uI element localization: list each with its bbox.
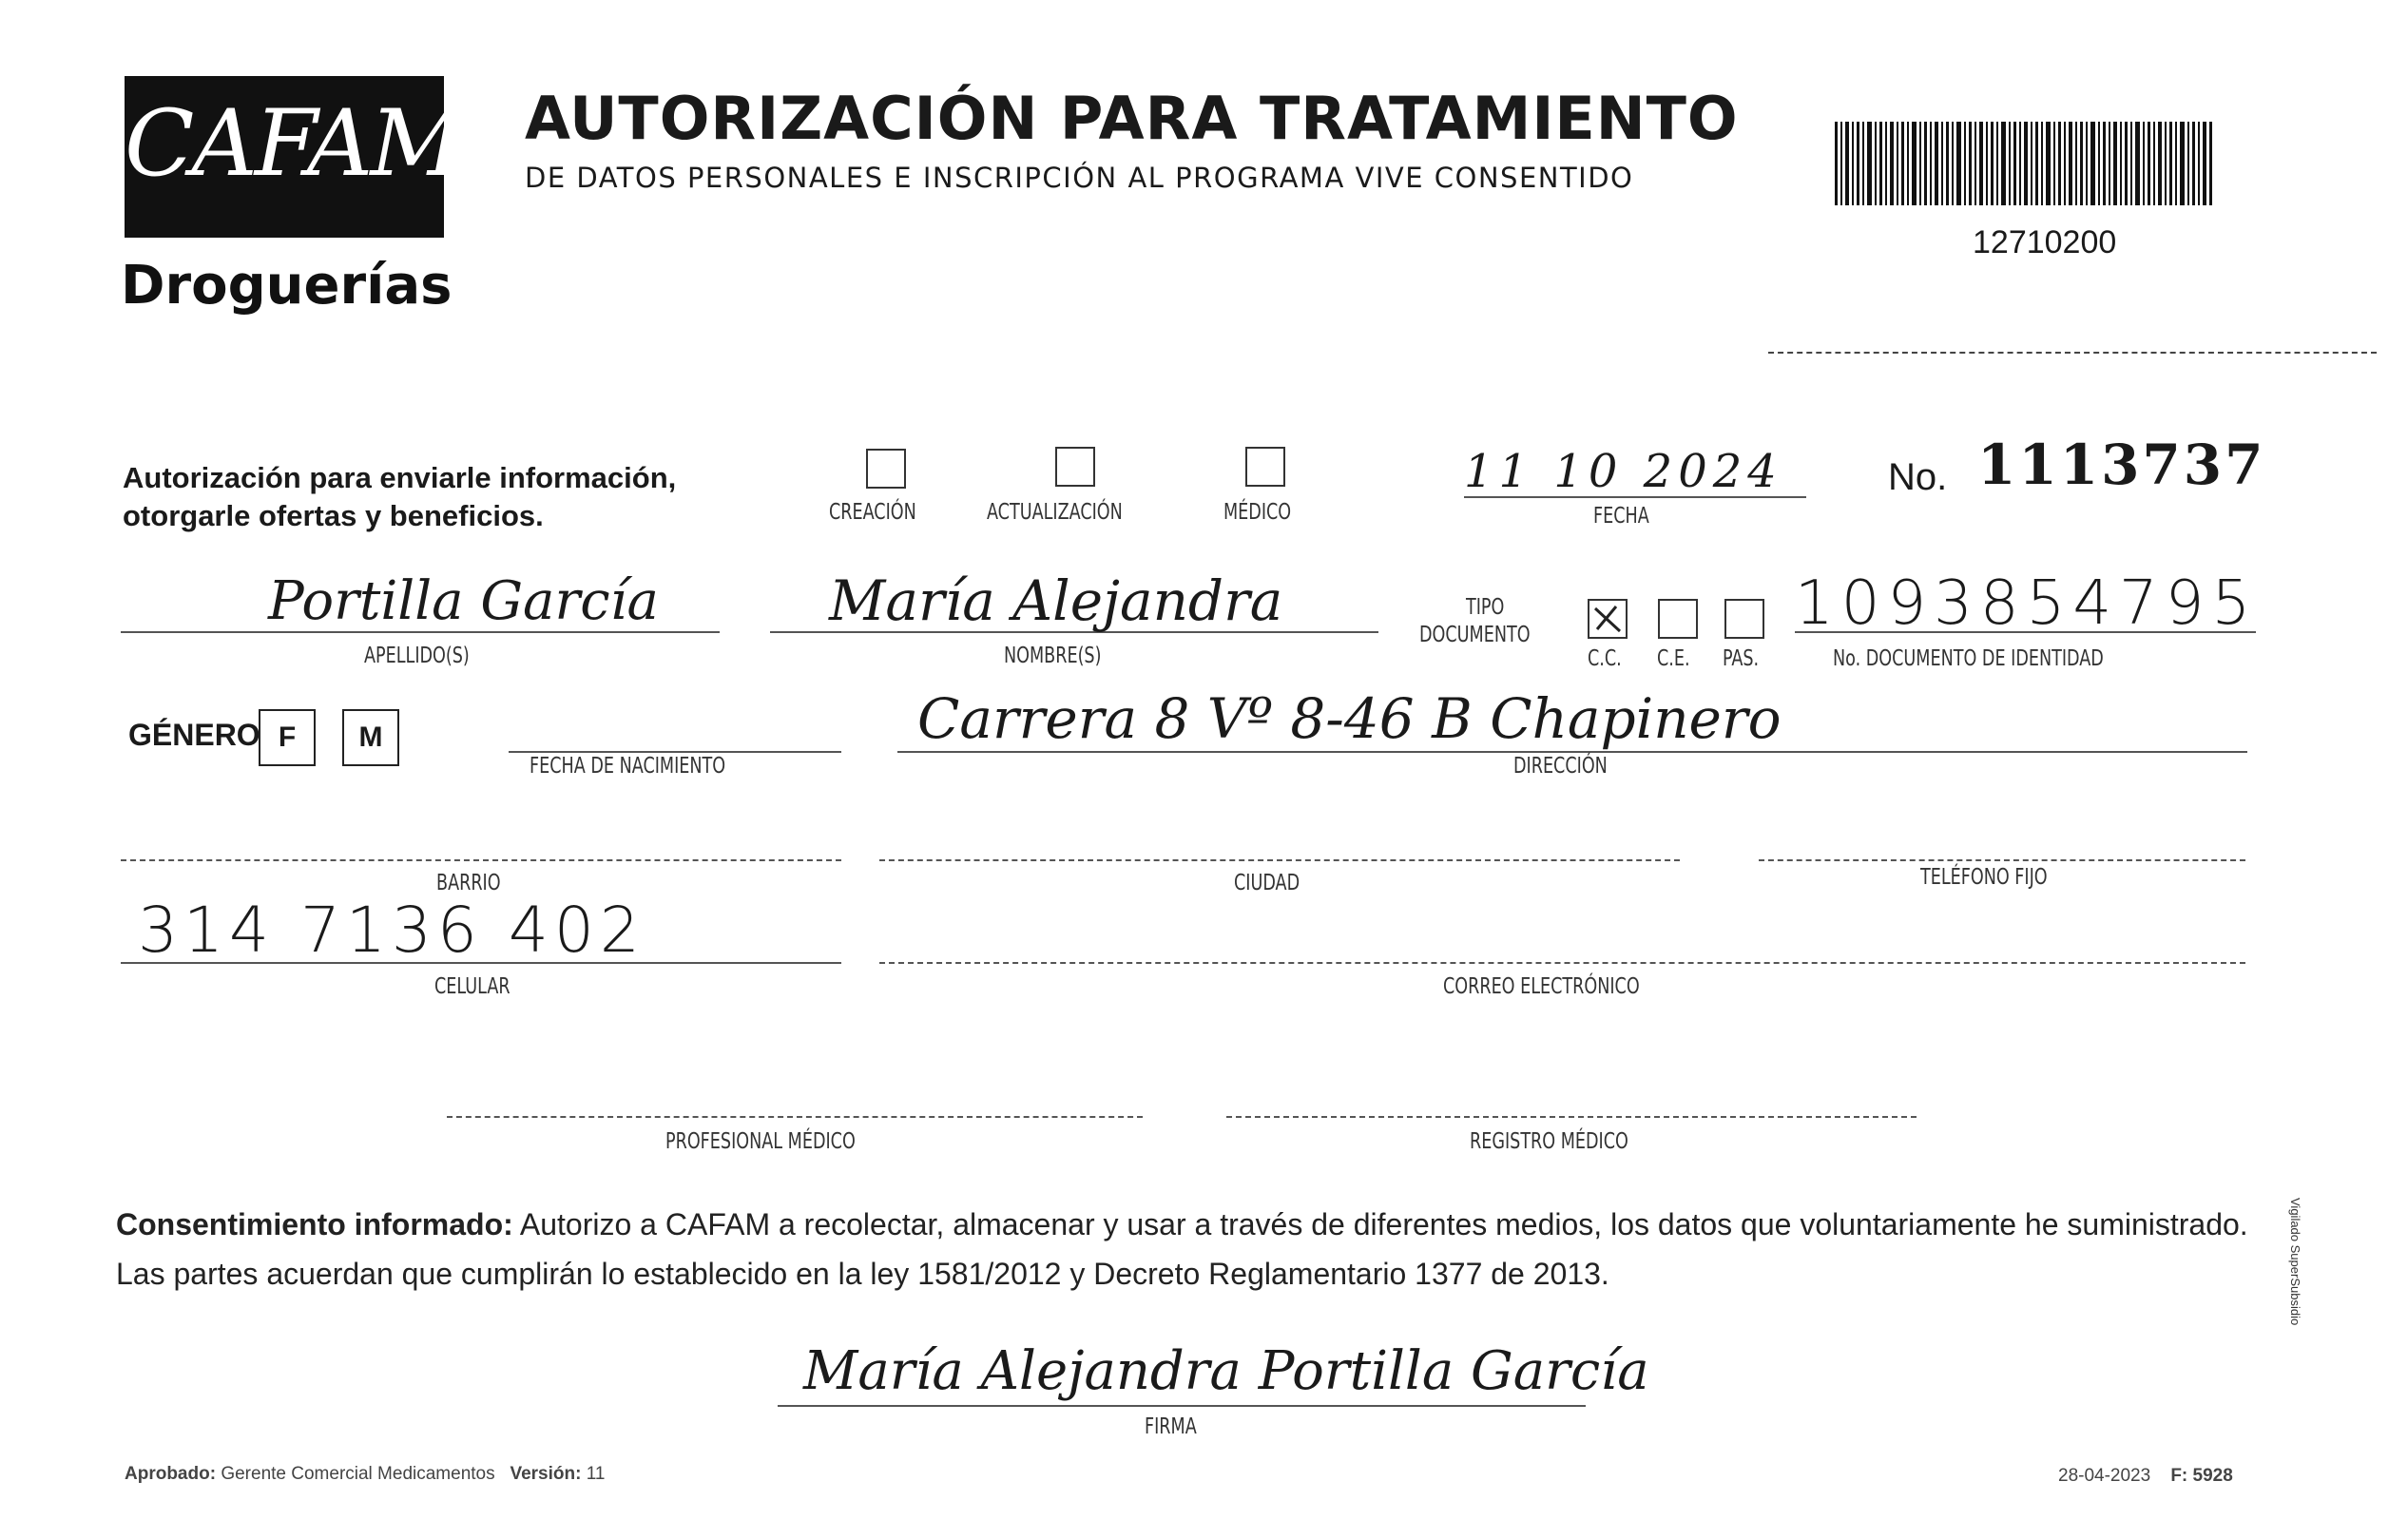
- version-value: 11: [586, 1464, 606, 1484]
- ce-label: C.E.: [1657, 646, 1690, 671]
- aprobado-label: Aprobado:: [125, 1464, 217, 1484]
- documento-number-label: No. DOCUMENTO DE IDENTIDAD: [1833, 646, 2104, 671]
- authorization-text: [123, 459, 676, 535]
- actualizacion-checkbox[interactable]: [1055, 447, 1095, 487]
- celular-label: CELULAR: [434, 974, 510, 999]
- form-subtitle: DE DATOS PERSONALES E INSCRIPCIÓN AL PROGRAMA VIVE CONSENTIDO: [525, 162, 1634, 194]
- consent-bold-label: Consentimiento informado:: [116, 1207, 513, 1241]
- medico-label: MÉDICO: [1223, 500, 1292, 525]
- nombres-value: María Alejandra: [829, 568, 1283, 633]
- barcode: [1835, 122, 2215, 205]
- fecha-nacimiento-line: [509, 751, 841, 753]
- aprobado-value: Gerente Comercial Medicamentos: [221, 1464, 495, 1484]
- footer-date-code: [2058, 1466, 2233, 1487]
- barrio-label: BARRIO: [436, 871, 501, 895]
- fecha-line: [1464, 496, 1806, 498]
- tipo-label: TIPO: [1466, 595, 1505, 620]
- direccion-value: Carrera 8 Vº 8-46 B Chapinero: [917, 686, 1782, 751]
- fecha-nacimiento-label: FECHA DE NACIMIENTO: [530, 754, 726, 779]
- form-code: F: 5928: [2170, 1466, 2233, 1486]
- consent-line-1-text: Autorizo a CAFAM a recolectar, almacenar y usar a través de diferentes medios, los datos que voluntariamente he suministrado.: [512, 1207, 2248, 1241]
- consent-line-1: [116, 1200, 2264, 1249]
- signature-value: María Alejandra Portilla García: [803, 1340, 1649, 1402]
- correo-line: [879, 962, 2245, 964]
- authorization-line-2: otorgarle ofertas y beneficios.: [123, 499, 544, 532]
- direccion-label: DIRECCIÓN: [1513, 754, 1608, 779]
- registro-label: REGISTRO MÉDICO: [1470, 1129, 1628, 1154]
- apellidos-value: Portilla García: [268, 570, 659, 632]
- genero-label: GÉNERO: [128, 718, 260, 752]
- creacion-label: CREACIÓN: [829, 500, 916, 525]
- creacion-checkbox[interactable]: [866, 449, 906, 489]
- apellidos-label: APELLIDO(S): [364, 644, 470, 668]
- celular-value: 314 7136 402: [138, 894, 645, 967]
- genero-m-box[interactable]: M: [342, 709, 399, 766]
- documento-label: DOCUMENTO: [1419, 623, 1531, 647]
- telefono-line: [1759, 859, 2245, 861]
- footer-date: 28-04-2023: [2058, 1466, 2151, 1486]
- fecha-value: 11 10 2024: [1464, 445, 1782, 498]
- pas-label: PAS.: [1723, 646, 1760, 671]
- fecha-label: FECHA: [1593, 504, 1649, 529]
- check-mark-icon: [1589, 601, 1626, 637]
- signature-line: [778, 1405, 1586, 1407]
- version-label: Versión:: [510, 1464, 582, 1484]
- medico-checkbox[interactable]: [1245, 447, 1285, 487]
- registro-line: [1226, 1116, 1917, 1118]
- form-number: 1113737: [1977, 433, 2266, 497]
- footer-approval: [125, 1464, 605, 1485]
- number-label: No.: [1888, 456, 1948, 498]
- consent-paragraph: [116, 1200, 2264, 1299]
- brand-subtitle: Droguerías: [121, 255, 453, 317]
- logo-text: CAFAM: [125, 90, 461, 197]
- ciudad-label: CIUDAD: [1234, 871, 1300, 895]
- documento-value: 1093854795: [1795, 568, 2259, 639]
- cc-label: C.C.: [1588, 646, 1622, 671]
- authorization-line-1: Autorización para enviarle información,: [123, 461, 677, 494]
- firma-label: FIRMA: [1145, 1414, 1197, 1439]
- correo-label: CORREO ELECTRÓNICO: [1443, 974, 1640, 999]
- profesional-line: [447, 1116, 1143, 1118]
- cc-checkbox[interactable]: [1588, 599, 1628, 639]
- consent-line-2: Las partes acuerdan que cumplirán lo establecido en la ley 1581/2012 y Decreto Reglamentario 1377 de 2013.: [116, 1257, 1609, 1291]
- actualizacion-label: ACTUALIZACIÓN: [987, 500, 1123, 525]
- telefono-label: TELÉFONO FIJO: [1920, 865, 2048, 890]
- genero-f-box[interactable]: F: [259, 709, 316, 766]
- vigilado-side-text: Vigilado SuperSubsidio: [2288, 1198, 2302, 1326]
- nombres-label: NOMBRE(S): [1004, 644, 1102, 668]
- top-divider: [1768, 352, 2377, 354]
- barcode-number: 12710200: [1973, 224, 2117, 260]
- form-title: AUTORIZACIÓN PARA TRATAMIENTO: [525, 84, 1739, 153]
- direccion-line: [897, 751, 2247, 753]
- ciudad-line: [879, 859, 1680, 861]
- profesional-label: PROFESIONAL MÉDICO: [665, 1129, 856, 1154]
- pas-checkbox[interactable]: [1724, 599, 1764, 639]
- barrio-line: [121, 859, 841, 861]
- ce-checkbox[interactable]: [1658, 599, 1698, 639]
